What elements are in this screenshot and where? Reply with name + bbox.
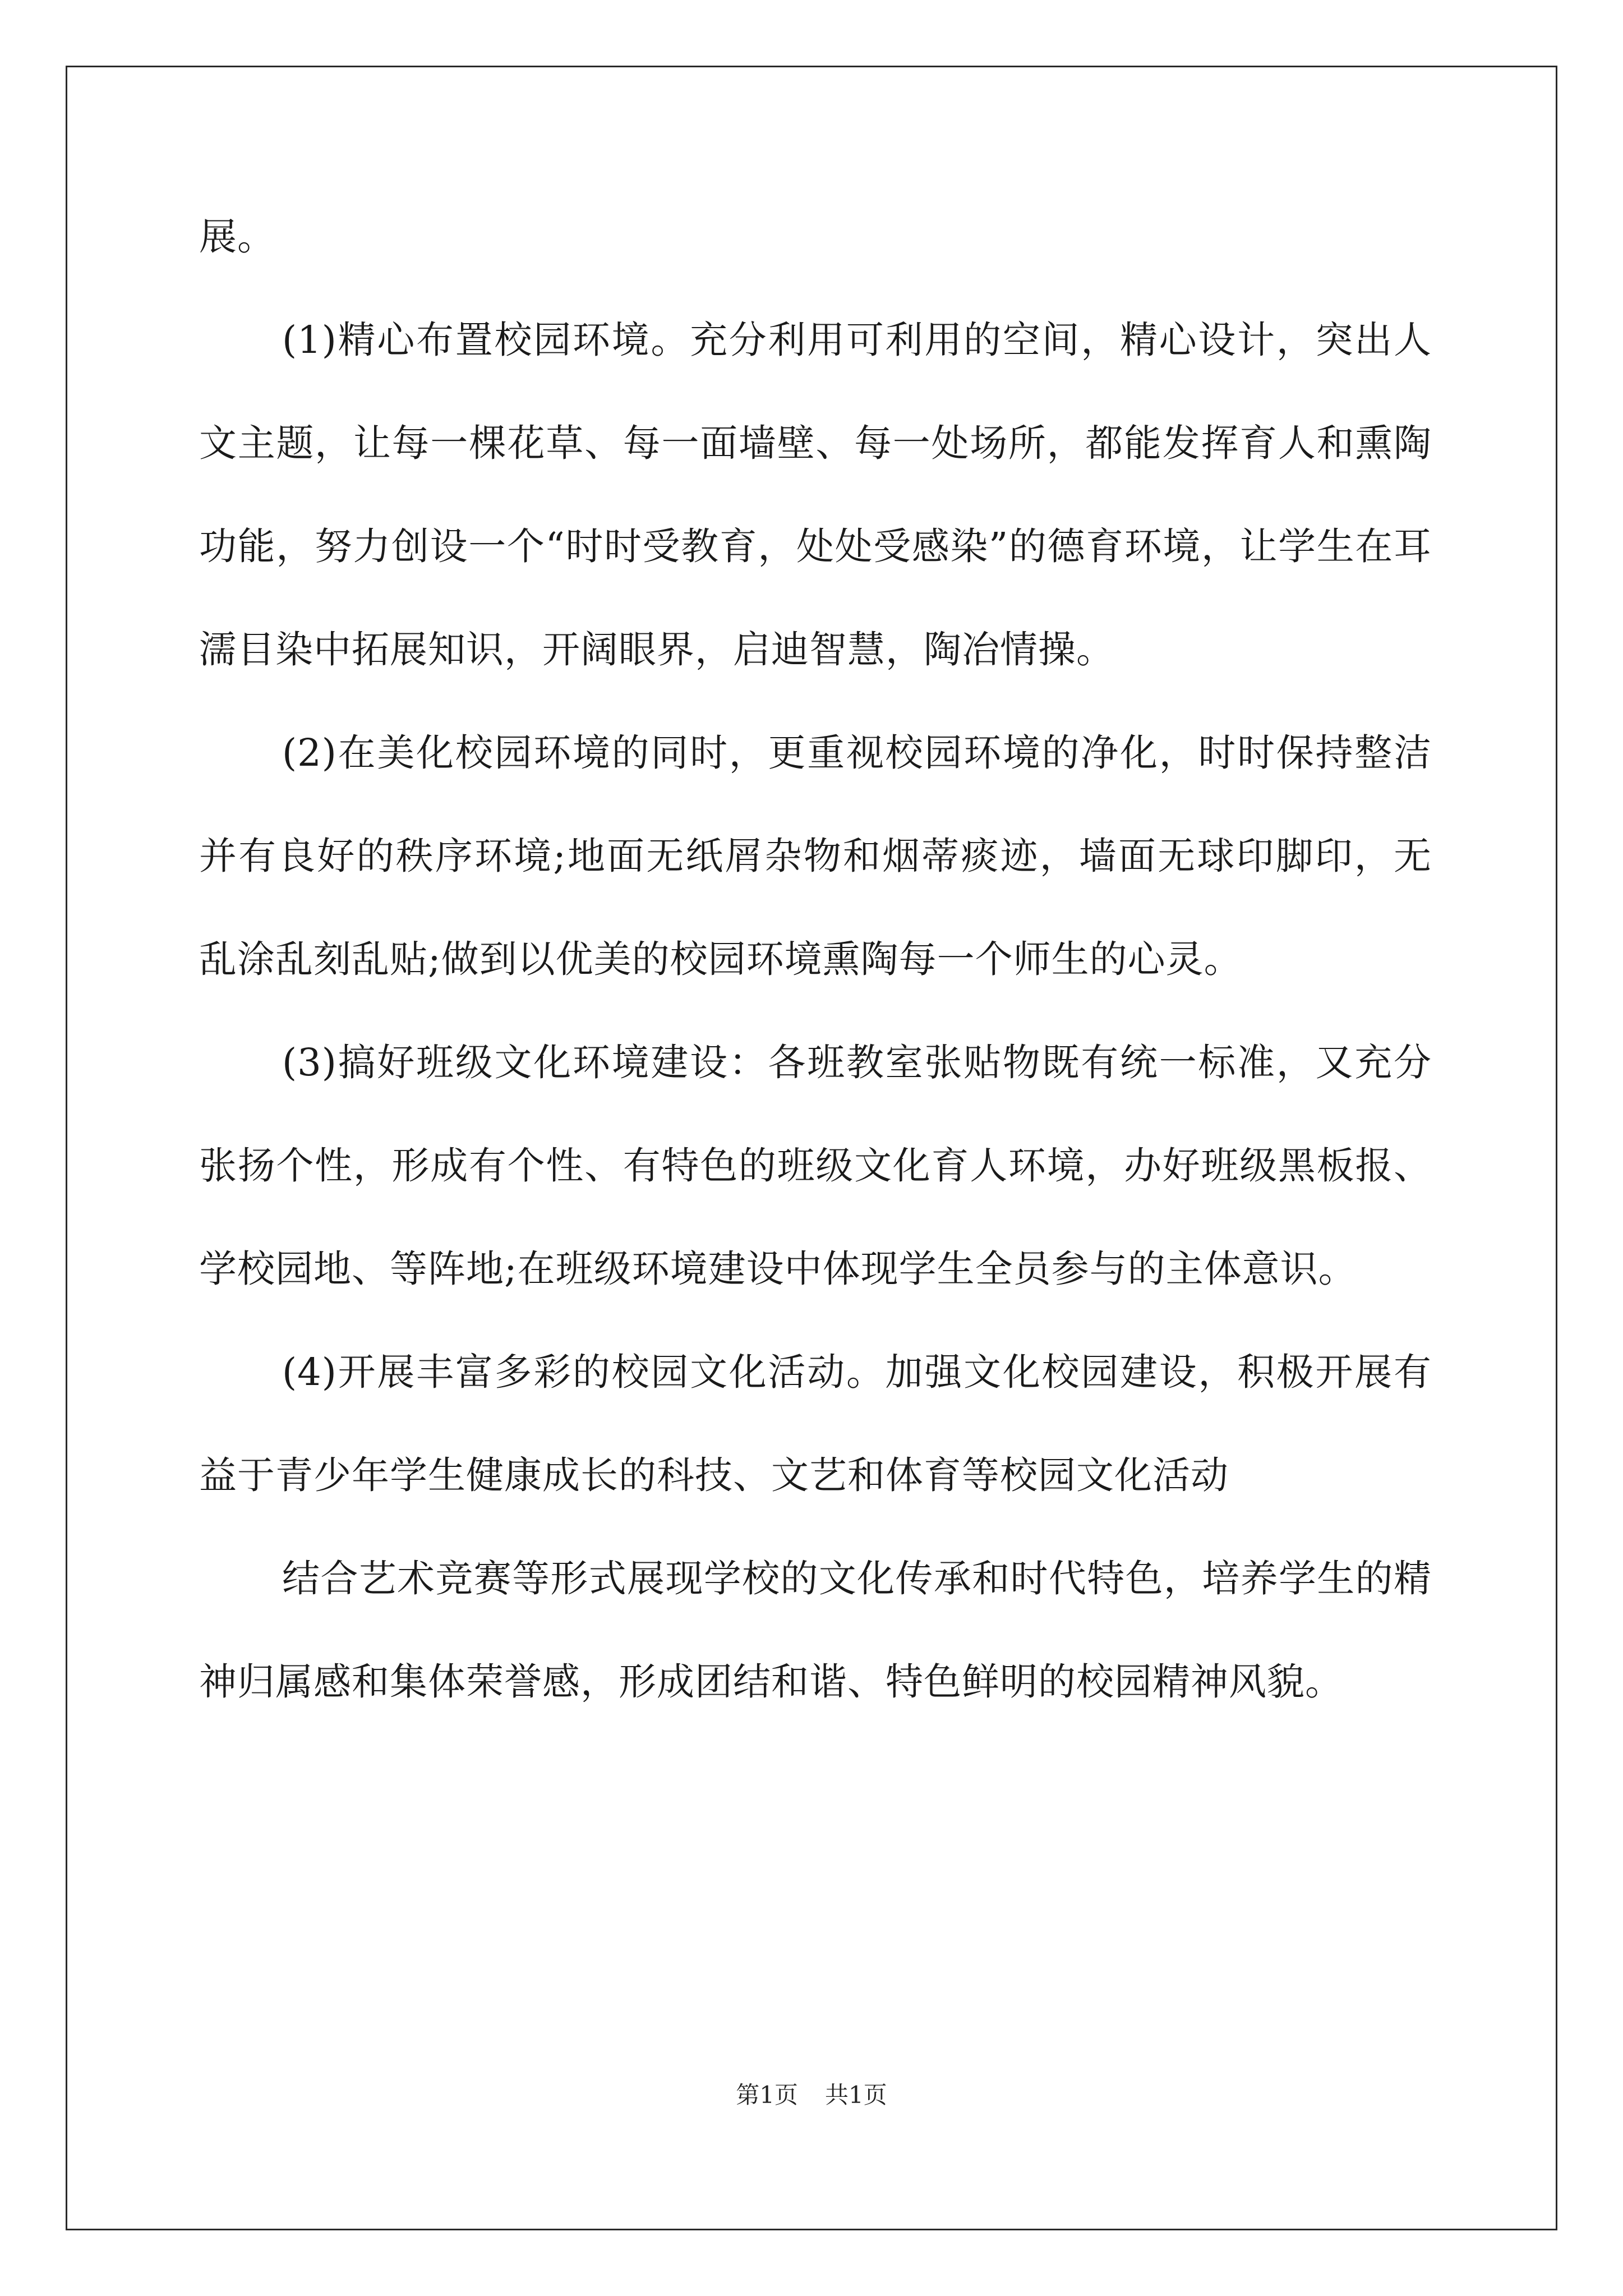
- document-body: [199, 185, 1432, 1733]
- page-footer: [0, 2078, 1623, 2112]
- paragraph-item-1: (1)精心布置校园环境。充分利用可利用的空间，精心设计，突出人文主题，让每一棵花草、每一面墙壁、每一处场所，都能发挥育人和熏陶功能，努力创设一个“时时受教育，处处受感染”的德育环境，让学生在耳濡目染中拓展知识，开阔眼界，启迪智慧，陶冶情操。: [199, 318, 1432, 671]
- paragraph-item-3: (3)搞好班级文化环境建设：各班教室张贴物既有统一标准，又充分张扬个性，形成有个性、有特色的班级文化育人环境，办好班级黑板报、学校园地、等阵地;在班级环境建设中体现学生全员参与的主体意识。: [199, 1041, 1432, 1291]
- paragraph-closing: 结合艺术竞赛等形式展现学校的文化传承和时代特色，培养学生的精神归属感和集体荣誉感，形成团结和谐、特色鲜明的校园精神风貌。: [199, 1557, 1432, 1704]
- paragraph-item-2: (2)在美化校园环境的同时，更重视校园环境的净化，时时保持整洁并有良好的秩序环境;地面无纸屑杂物和烟蒂痰迹，墙面无球印脚印，无乱涂乱刻乱贴;做到以优美的校园环境熏陶每一个师生的心灵。: [199, 731, 1432, 981]
- paragraph-item-4: (4)开展丰富多彩的校园文化活动。加强文化校园建设，积极开展有益于青少年学生健康成长的科技、文艺和体育等校园文化活动: [199, 1350, 1432, 1497]
- paragraph-continuation: 展。: [199, 215, 275, 259]
- page-total: 共1页: [825, 2081, 887, 2109]
- page-number: 第1页: [736, 2081, 798, 2109]
